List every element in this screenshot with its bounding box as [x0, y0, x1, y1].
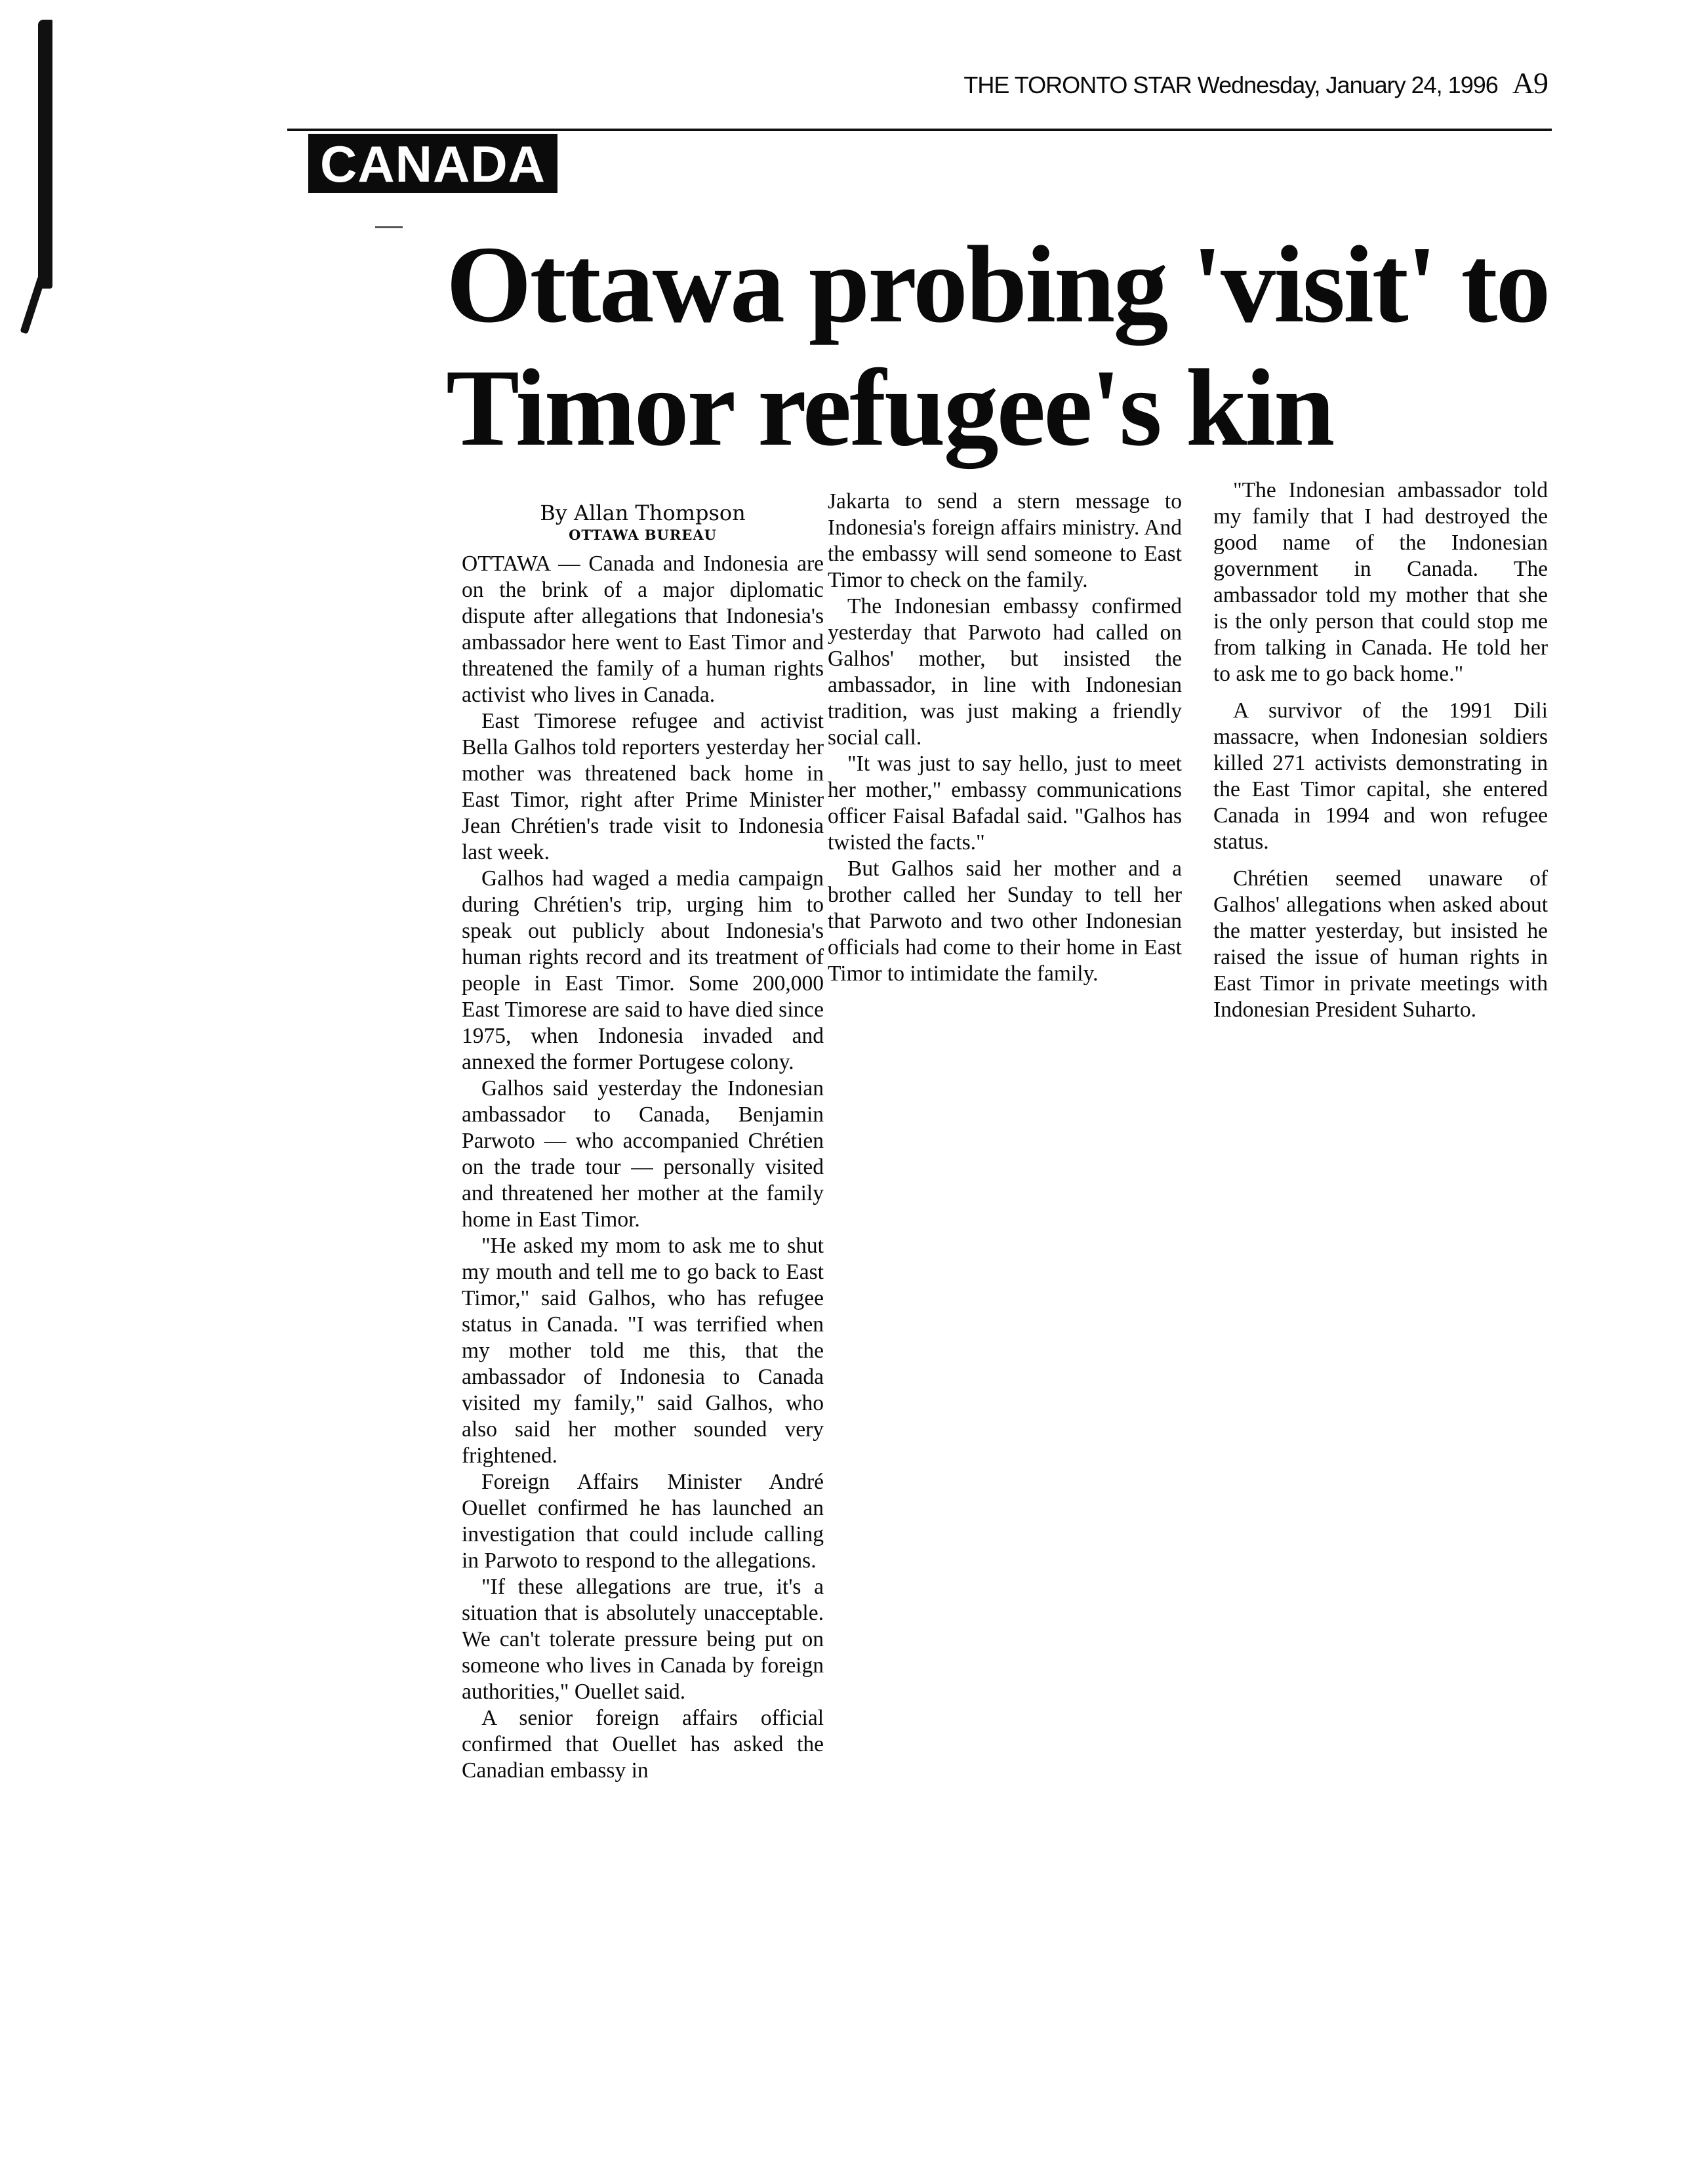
publication-dateline: THE TORONTO STAR Wednesday, January 24, 1996	[963, 71, 1498, 98]
page-number: A9	[1512, 66, 1548, 100]
paragraph: A senior foreign affairs official confirmed that Ouellet has asked the Canadian embassy in	[462, 1706, 824, 1783]
paragraph: Chrétien seemed unaware of Galhos' allegations when asked about the matter yesterday, but insisted he raised the issue of human rights in East Timor in private meetings with Indonesian President Suharto.	[1213, 866, 1548, 1022]
paragraph: "The Indonesian ambassador told my family that I had destroyed the good name of the Indonesian government in Canada. The ambassador told my mother that she is the only person that could stop me from talking in Canada. He told her to ask me to go back home."	[1213, 478, 1548, 686]
paragraph: East Timorese refugee and activist Bella Galhos told reporters yesterday her mother was threatened back home in East Timor, right after Prime Minister Jean Chrétien's trade visit to Indonesia last week.	[462, 709, 824, 864]
scan-edge-hook	[20, 275, 45, 334]
article-headline: Ottawa probing 'visit' to Timor refugee's kin	[446, 224, 1549, 469]
paragraph: "He asked my mom to ask me to shut my mouth and tell me to go back to East Timor," said Galhos, who has refugee status in Canada. "I was terrified when my mother told me this, that the ambassador of Indonesia to Canada visited my family," said Galhos, who also said her mother sounded very frightened.	[462, 1234, 824, 1468]
byline	[462, 501, 824, 543]
paragraph: But Galhos said her mother and a brother called her Sunday to tell her that Parwoto and two other Indonesian officials had come to their home in East Timor to intimidate the family.	[828, 857, 1182, 986]
section-label: CANADA	[308, 134, 557, 193]
paragraph: "It was just to say hello, just to meet her mother," embassy communications officer Faisal Bafadal said. "Galhos has twisted the facts."	[828, 752, 1182, 855]
paragraph: Galhos had waged a media campaign during Chrétien's trip, urging him to speak out publicly about Indonesia's human rights record and its treatment of people in East Timor. Some 200,000 East Timorese are said to have died since 1975, when Indonesia invaded and annexed the former Portugese colony.	[462, 866, 824, 1074]
byline-author: By Allan Thompson	[540, 500, 746, 525]
page-folio	[963, 66, 1548, 100]
paragraph: Galhos said yesterday the Indonesian ambassador to Canada, Benjamin Parwoto — who accompanied Chrétien on the trade tour — personally visited and threatened her mother at the family home in East Timor.	[462, 1076, 824, 1232]
divider	[375, 226, 403, 228]
header-rule	[287, 129, 1552, 131]
paragraph: "If these allegations are true, it's a situation that is absolutely unacceptable. We can't tolerate pressure being put on someone who lives in Canada by foreign authorities," Ouellet said.	[462, 1575, 824, 1704]
byline-bureau: OTTAWA BUREAU	[569, 527, 717, 543]
paragraph: OTTAWA — Canada and Indonesia are on the brink of a major diplomatic dispute after allegations that Indonesia's ambassador here went to East Timor and threatened the family of a human rights activist who lives in Canada.	[462, 552, 824, 707]
article-column-2	[828, 489, 1182, 987]
article-column-1	[462, 551, 824, 1784]
paragraph: The Indonesian embassy confirmed yesterday that Parwoto had called on Galhos' mother, but insisted the ambassador, in line with Indonesian tradition, was just making a friendly social call.	[828, 594, 1182, 750]
paragraph: Foreign Affairs Minister André Ouellet confirmed he has launched an investigation that could include calling in Parwoto to respond to the allegations.	[462, 1470, 824, 1573]
scan-edge-mark	[38, 20, 52, 289]
article-column-3	[1213, 477, 1548, 1023]
paragraph: Jakarta to send a stern message to Indonesia's foreign affairs ministry. And the embassy will send someone to East Timor to check on the family.	[828, 489, 1182, 592]
paragraph: A survivor of the 1991 Dili massacre, when Indonesian soldiers killed 271 activists demonstrating in the East Timor capital, she entered Canada in 1994 and won refugee status.	[1213, 698, 1548, 854]
